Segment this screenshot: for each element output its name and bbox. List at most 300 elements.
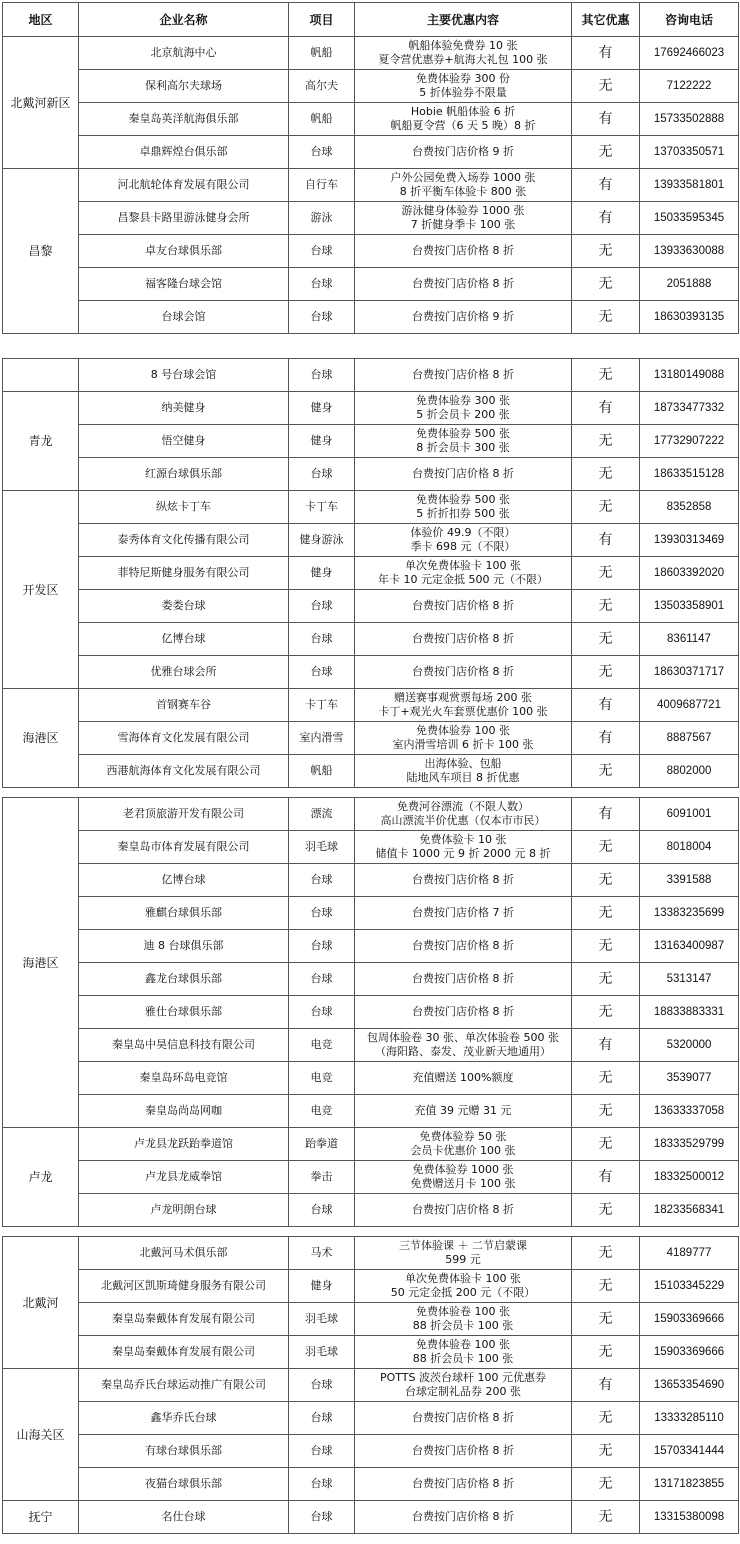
- phone-cell: 2051888: [640, 268, 739, 301]
- item-cell: 台球: [289, 301, 355, 334]
- other-offer-cell: 无: [572, 235, 640, 268]
- item-cell: 游泳: [289, 202, 355, 235]
- offer-line: 免费体验券 500 张: [416, 493, 510, 506]
- offer-line: 台费按门店价格 8 折: [412, 277, 514, 290]
- offer-line: 台费按门店价格 8 折: [412, 244, 514, 257]
- phone-cell: 13315380098: [640, 1501, 739, 1534]
- table-row: [3, 722, 739, 755]
- offer-cell: [355, 996, 572, 1029]
- item-cell: 台球: [289, 930, 355, 963]
- offer-line: 台费按门店价格 8 折: [412, 1203, 514, 1216]
- item-cell: 羽毛球: [289, 1336, 355, 1369]
- company-cell: 雅麒台球俱乐部: [79, 897, 289, 930]
- table-row: [3, 202, 739, 235]
- item-cell: 台球: [289, 1501, 355, 1534]
- phone-cell: 18833883331: [640, 996, 739, 1029]
- other-offer-cell: 有: [572, 37, 640, 70]
- table-row: [3, 37, 739, 70]
- phone-cell: 8018004: [640, 831, 739, 864]
- company-cell: 鑫华乔氏台球: [79, 1402, 289, 1435]
- phone-cell: 4189777: [640, 1237, 739, 1270]
- company-cell: 迪 8 台球俱乐部: [79, 930, 289, 963]
- offer-line: 充值赠送 100%额度: [412, 1071, 514, 1084]
- offer-line: 8 折平衡车体验卡 800 张: [399, 185, 527, 198]
- table-row: [3, 1336, 739, 1369]
- region-cell: 抚宁: [3, 1501, 79, 1534]
- offer-line: 出海体验、包船: [424, 757, 502, 770]
- item-cell: 健身: [289, 1270, 355, 1303]
- offer-line: 赠送赛事观赏票每场 200 张: [394, 691, 532, 704]
- company-cell: 鑫龙台球俱乐部: [79, 963, 289, 996]
- offer-line: 台费按门店价格 8 折: [412, 1444, 514, 1457]
- offer-cell: [355, 689, 572, 722]
- offer-line: 88 折会员卡 100 张: [412, 1352, 514, 1365]
- offer-line: 88 折会员卡 100 张: [412, 1319, 514, 1332]
- offer-line: 8 折会员卡 300 张: [416, 441, 510, 454]
- item-cell: 台球: [289, 1402, 355, 1435]
- other-offer-cell: 有: [572, 1161, 640, 1194]
- company-cell: 8 号台球会馆: [79, 359, 289, 392]
- other-offer-cell: 无: [572, 1402, 640, 1435]
- phone-cell: 5320000: [640, 1029, 739, 1062]
- company-cell: 菲特尼斯健身服务有限公司: [79, 557, 289, 590]
- other-offer-cell: 无: [572, 864, 640, 897]
- offer-cell: [355, 202, 572, 235]
- other-offer-cell: 无: [572, 963, 640, 996]
- offer-line: 台费按门店价格 9 折: [412, 145, 514, 158]
- region-cell: 昌黎: [3, 169, 79, 334]
- table-row: [3, 524, 739, 557]
- phone-cell: 15903369666: [640, 1336, 739, 1369]
- table-row: [3, 1501, 739, 1534]
- phone-cell: 18633515128: [640, 458, 739, 491]
- phone-cell: 13163400987: [640, 930, 739, 963]
- phone-cell: 15903369666: [640, 1303, 739, 1336]
- offer-cell: [355, 1303, 572, 1336]
- item-cell: 卡丁车: [289, 689, 355, 722]
- company-cell: 卢龙县龙威拳馆: [79, 1161, 289, 1194]
- other-offer-cell: 无: [572, 268, 640, 301]
- table-row: [3, 897, 739, 930]
- company-cell: 雅仕台球俱乐部: [79, 996, 289, 1029]
- offer-cell: [355, 755, 572, 788]
- item-cell: 电竞: [289, 1095, 355, 1128]
- table-row: [3, 1435, 739, 1468]
- offer-line: 台费按门店价格 8 折: [412, 972, 514, 985]
- offer-line: 台费按门店价格 8 折: [412, 665, 514, 678]
- table-row: [3, 623, 739, 656]
- offer-line: 免费体验券 500 张: [416, 427, 510, 440]
- phone-cell: 13933630088: [640, 235, 739, 268]
- company-cell: 红源台球俱乐部: [79, 458, 289, 491]
- item-cell: 漂流: [289, 798, 355, 831]
- phone-cell: 15703341444: [640, 1435, 739, 1468]
- phone-cell: 18332500012: [640, 1161, 739, 1194]
- offer-cell: [355, 1435, 572, 1468]
- other-offer-cell: 无: [572, 996, 640, 1029]
- offer-line: 免费赠送月卡 100 张: [410, 1177, 516, 1190]
- offer-cell: [355, 1270, 572, 1303]
- other-offer-cell: 无: [572, 1095, 640, 1128]
- other-offer-cell: 无: [572, 136, 640, 169]
- offer-line: 帆船体验免费券 10 张: [408, 39, 518, 52]
- company-cell: 秦皇岛中昊信息科技有限公司: [79, 1029, 289, 1062]
- offer-line: 免费体验卷 100 张: [416, 1338, 510, 1351]
- offer-line: 台球定制礼品券 200 张: [405, 1385, 521, 1398]
- other-offer-cell: 无: [572, 359, 640, 392]
- company-cell: 卓鼎辉煌台俱乐部: [79, 136, 289, 169]
- offer-cell: [355, 623, 572, 656]
- other-offer-cell: 无: [572, 70, 640, 103]
- phone-cell: 18733477332: [640, 392, 739, 425]
- phone-cell: 13171823855: [640, 1468, 739, 1501]
- other-offer-cell: 无: [572, 1062, 640, 1095]
- company-cell: 台球会馆: [79, 301, 289, 334]
- region-cell: 青龙: [3, 392, 79, 491]
- offer-cell: [355, 301, 572, 334]
- header-company: 企业名称: [79, 3, 289, 37]
- offer-cell: [355, 722, 572, 755]
- offer-line: 储值卡 1000 元 9 折 2000 元 8 折: [375, 847, 551, 860]
- offer-cell: [355, 491, 572, 524]
- item-cell: 电竞: [289, 1062, 355, 1095]
- company-cell: 泰秀体育文化传播有限公司: [79, 524, 289, 557]
- table-row: [3, 136, 739, 169]
- table-row: [3, 689, 739, 722]
- offer-line: 台费按门店价格 7 折: [412, 906, 514, 919]
- phone-cell: 3539077: [640, 1062, 739, 1095]
- offer-cell: [355, 103, 572, 136]
- phone-cell: 7122222: [640, 70, 739, 103]
- offer-line: 高山漂流半价优惠（仅本市市民）: [380, 814, 546, 827]
- offer-line: 免费体验卷 100 张: [416, 1305, 510, 1318]
- company-cell: 秦皇岛环岛电竞馆: [79, 1062, 289, 1095]
- offer-cell: [355, 235, 572, 268]
- company-cell: 秦皇岛乔氏台球运动推广有限公司: [79, 1369, 289, 1402]
- other-offer-cell: 无: [572, 755, 640, 788]
- item-cell: 台球: [289, 590, 355, 623]
- discount-table-3: [2, 797, 739, 1227]
- item-cell: 帆船: [289, 37, 355, 70]
- other-offer-cell: 无: [572, 623, 640, 656]
- offer-cell: [355, 1161, 572, 1194]
- offer-line: 游泳健身体验券 1000 张: [401, 204, 525, 217]
- other-offer-cell: 无: [572, 425, 640, 458]
- discount-table-1: [2, 2, 739, 334]
- phone-cell: 18233568341: [640, 1194, 739, 1227]
- offer-line: 5 折体验券不限量: [419, 86, 507, 99]
- offer-line: 室内滑雪培训 6 折卡 100 张: [392, 738, 534, 751]
- phone-cell: 17692466023: [640, 37, 739, 70]
- other-offer-cell: 有: [572, 202, 640, 235]
- item-cell: 台球: [289, 963, 355, 996]
- phone-cell: 13333285110: [640, 1402, 739, 1435]
- table-row: [3, 235, 739, 268]
- item-cell: 电竞: [289, 1029, 355, 1062]
- phone-cell: 18333529799: [640, 1128, 739, 1161]
- phone-cell: 13703350571: [640, 136, 739, 169]
- item-cell: 台球: [289, 1435, 355, 1468]
- offer-cell: [355, 136, 572, 169]
- offer-cell: [355, 425, 572, 458]
- table-row: [3, 1062, 739, 1095]
- offer-line: 体验价 49.9（不限）: [410, 526, 516, 539]
- item-cell: 台球: [289, 1468, 355, 1501]
- company-cell: 卓友台球俱乐部: [79, 235, 289, 268]
- item-cell: 羽毛球: [289, 1303, 355, 1336]
- table-row: [3, 864, 739, 897]
- table-row: [3, 1161, 739, 1194]
- table-row: [3, 1402, 739, 1435]
- offer-line: 包周体验卷 30 张、单次体验卷 500 张: [367, 1031, 559, 1044]
- header-offer: 主要优惠内容: [355, 3, 572, 37]
- offer-line: 帆船夏令营（6 天 5 晚）8 折: [390, 119, 536, 132]
- table-row: [3, 268, 739, 301]
- table-row: [3, 831, 739, 864]
- phone-cell: 15103345229: [640, 1270, 739, 1303]
- table-row: [3, 755, 739, 788]
- region-cell: 山海关区: [3, 1369, 79, 1501]
- other-offer-cell: 无: [572, 458, 640, 491]
- company-cell: 娄娄台球: [79, 590, 289, 623]
- phone-cell: 8361147: [640, 623, 739, 656]
- item-cell: 羽毛球: [289, 831, 355, 864]
- item-cell: 帆船: [289, 755, 355, 788]
- company-cell: 夜猫台球俱乐部: [79, 1468, 289, 1501]
- company-cell: 秦皇岛尚岛网咖: [79, 1095, 289, 1128]
- header-other: 其它优惠: [572, 3, 640, 37]
- item-cell: 自行车: [289, 169, 355, 202]
- item-cell: 拳击: [289, 1161, 355, 1194]
- phone-cell: 8802000: [640, 755, 739, 788]
- offer-cell: [355, 831, 572, 864]
- other-offer-cell: 无: [572, 1336, 640, 1369]
- other-offer-cell: 有: [572, 392, 640, 425]
- offer-line: 季卡 698 元（不限）: [410, 540, 516, 553]
- offer-line: 5 折会员卡 200 张: [416, 408, 510, 421]
- table-row: [3, 359, 739, 392]
- item-cell: 健身: [289, 392, 355, 425]
- phone-cell: 13933581801: [640, 169, 739, 202]
- table-row: [3, 169, 739, 202]
- other-offer-cell: 无: [572, 1194, 640, 1227]
- other-offer-cell: 有: [572, 103, 640, 136]
- company-cell: 秦皇岛秦戴体育发展有限公司: [79, 1336, 289, 1369]
- phone-cell: 4009687721: [640, 689, 739, 722]
- offer-line: Hobie 帆船体验 6 折: [410, 105, 516, 118]
- table-row: [3, 458, 739, 491]
- phone-cell: 18630371717: [640, 656, 739, 689]
- offer-line: 免费体验券 50 张: [419, 1130, 507, 1143]
- company-cell: 河北航轮体育发展有限公司: [79, 169, 289, 202]
- offer-line: 台费按门店价格 8 折: [412, 1411, 514, 1424]
- offer-cell: [355, 1468, 572, 1501]
- header-phone: 咨询电话: [640, 3, 739, 37]
- table-row: [3, 1029, 739, 1062]
- offer-line: 免费体验券 1000 张: [412, 1163, 514, 1176]
- offer-line: 夏令营优惠券+航海大礼包 100 张: [378, 53, 548, 66]
- phone-cell: 13930313469: [640, 524, 739, 557]
- item-cell: 台球: [289, 864, 355, 897]
- company-cell: 卢龙明朗台球: [79, 1194, 289, 1227]
- company-cell: 昌黎县卡路里游泳健身会所: [79, 202, 289, 235]
- offer-cell: [355, 864, 572, 897]
- header-region: 地区: [3, 3, 79, 37]
- other-offer-cell: 无: [572, 930, 640, 963]
- region-cell: [3, 359, 79, 392]
- table-row: [3, 1303, 739, 1336]
- company-cell: 亿博台球: [79, 623, 289, 656]
- phone-cell: 17732907222: [640, 425, 739, 458]
- table-row: [3, 103, 739, 136]
- other-offer-cell: 有: [572, 1369, 640, 1402]
- offer-cell: [355, 1095, 572, 1128]
- phone-cell: 8887567: [640, 722, 739, 755]
- item-cell: 卡丁车: [289, 491, 355, 524]
- table-row: [3, 656, 739, 689]
- other-offer-cell: 无: [572, 831, 640, 864]
- item-cell: 健身: [289, 425, 355, 458]
- offer-cell: [355, 1029, 572, 1062]
- region-cell: 海港区: [3, 689, 79, 788]
- offer-cell: [355, 798, 572, 831]
- discount-table-2: [2, 358, 739, 788]
- item-cell: 跆拳道: [289, 1128, 355, 1161]
- offer-cell: [355, 930, 572, 963]
- offer-cell: [355, 1194, 572, 1227]
- table-row: [3, 392, 739, 425]
- phone-cell: 13633337058: [640, 1095, 739, 1128]
- other-offer-cell: 无: [572, 590, 640, 623]
- other-offer-cell: 有: [572, 798, 640, 831]
- table-row: [3, 590, 739, 623]
- table-row: [3, 996, 739, 1029]
- region-cell: 北戴河新区: [3, 37, 79, 169]
- offer-cell: [355, 1402, 572, 1435]
- offer-line: 会员卡优惠价 100 张: [410, 1144, 516, 1157]
- company-cell: 悟空健身: [79, 425, 289, 458]
- company-cell: 有球台球俱乐部: [79, 1435, 289, 1468]
- offer-line: 599 元: [445, 1253, 481, 1266]
- company-cell: 雪海体育文化发展有限公司: [79, 722, 289, 755]
- item-cell: 台球: [289, 623, 355, 656]
- phone-cell: 5313147: [640, 963, 739, 996]
- table-row: [3, 930, 739, 963]
- phone-cell: 18603392020: [640, 557, 739, 590]
- other-offer-cell: 无: [572, 1270, 640, 1303]
- header-item: 项目: [289, 3, 355, 37]
- offer-line: 免费河谷漂流（不限人数）: [397, 800, 529, 813]
- phone-cell: 15733502888: [640, 103, 739, 136]
- region-cell: 卢龙: [3, 1128, 79, 1227]
- offer-cell: [355, 1336, 572, 1369]
- offer-line: 台费按门店价格 9 折: [412, 310, 514, 323]
- company-cell: 保利高尔夫球场: [79, 70, 289, 103]
- item-cell: 台球: [289, 897, 355, 930]
- company-cell: 首钢赛车谷: [79, 689, 289, 722]
- item-cell: 台球: [289, 359, 355, 392]
- offer-cell: [355, 897, 572, 930]
- other-offer-cell: 无: [572, 491, 640, 524]
- company-cell: 秦皇岛秦戴体育发展有限公司: [79, 1303, 289, 1336]
- item-cell: 台球: [289, 996, 355, 1029]
- phone-cell: 3391588: [640, 864, 739, 897]
- offer-line: 免费体验券 100 张: [416, 724, 510, 737]
- company-cell: 纳美健身: [79, 392, 289, 425]
- offer-line: 台费按门店价格 8 折: [412, 632, 514, 645]
- offer-line: 5 折折扣券 500 张: [416, 507, 510, 520]
- offer-cell: [355, 37, 572, 70]
- company-cell: 西港航海体育文化发展有限公司: [79, 755, 289, 788]
- table-row: [3, 1095, 739, 1128]
- company-cell: 优雅台球会所: [79, 656, 289, 689]
- company-cell: 北戴河马术俱乐部: [79, 1237, 289, 1270]
- item-cell: 台球: [289, 235, 355, 268]
- phone-cell: 13503358901: [640, 590, 739, 623]
- item-cell: 台球: [289, 656, 355, 689]
- offer-cell: [355, 359, 572, 392]
- other-offer-cell: 有: [572, 524, 640, 557]
- offer-cell: [355, 963, 572, 996]
- table-row: [3, 70, 739, 103]
- phone-cell: 13653354690: [640, 1369, 739, 1402]
- table-row: [3, 425, 739, 458]
- item-cell: 帆船: [289, 103, 355, 136]
- item-cell: 高尔夫: [289, 70, 355, 103]
- company-cell: 卢龙县龙跃跆拳道馆: [79, 1128, 289, 1161]
- offer-line: 充值 39 元赠 31 元: [414, 1104, 512, 1117]
- offer-line: 台费按门店价格 8 折: [412, 873, 514, 886]
- other-offer-cell: 无: [572, 1468, 640, 1501]
- company-cell: 名仕台球: [79, 1501, 289, 1534]
- offer-line: 台费按门店价格 8 折: [412, 467, 514, 480]
- other-offer-cell: 无: [572, 1435, 640, 1468]
- table-row: [3, 491, 739, 524]
- table-row: [3, 963, 739, 996]
- company-cell: 老君顶旅游开发有限公司: [79, 798, 289, 831]
- table-row: [3, 301, 739, 334]
- item-cell: 台球: [289, 136, 355, 169]
- offer-line: 三节体验课 ＋ 二节启蒙课: [399, 1239, 527, 1252]
- offer-line: 免费体验券 300 张: [416, 394, 510, 407]
- offer-line: 免费体验券 300 份: [416, 72, 510, 85]
- offer-line: 陆地风车项目 8 折优惠: [406, 771, 520, 784]
- offer-line: 台费按门店价格 8 折: [412, 1005, 514, 1018]
- table-row: [3, 1128, 739, 1161]
- offer-line: 台费按门店价格 8 折: [412, 1477, 514, 1490]
- offer-cell: [355, 1128, 572, 1161]
- item-cell: 台球: [289, 1194, 355, 1227]
- offer-cell: [355, 458, 572, 491]
- phone-cell: 13180149088: [640, 359, 739, 392]
- region-cell: 海港区: [3, 798, 79, 1128]
- other-offer-cell: 无: [572, 1501, 640, 1534]
- offer-line: 免费体验卡 10 张: [419, 833, 507, 846]
- table-row: [3, 1194, 739, 1227]
- offer-cell: [355, 524, 572, 557]
- offer-cell: [355, 590, 572, 623]
- offer-line: （海阳路、泰发、茂业新天地通用）: [375, 1045, 551, 1058]
- phone-cell: 18630393135: [640, 301, 739, 334]
- company-cell: 北京航海中心: [79, 37, 289, 70]
- offer-cell: [355, 392, 572, 425]
- other-offer-cell: 无: [572, 301, 640, 334]
- other-offer-cell: 有: [572, 169, 640, 202]
- offer-cell: [355, 656, 572, 689]
- offer-cell: [355, 1501, 572, 1534]
- item-cell: 健身: [289, 557, 355, 590]
- offer-line: 年卡 10 元定金抵 500 元（不限）: [378, 573, 548, 586]
